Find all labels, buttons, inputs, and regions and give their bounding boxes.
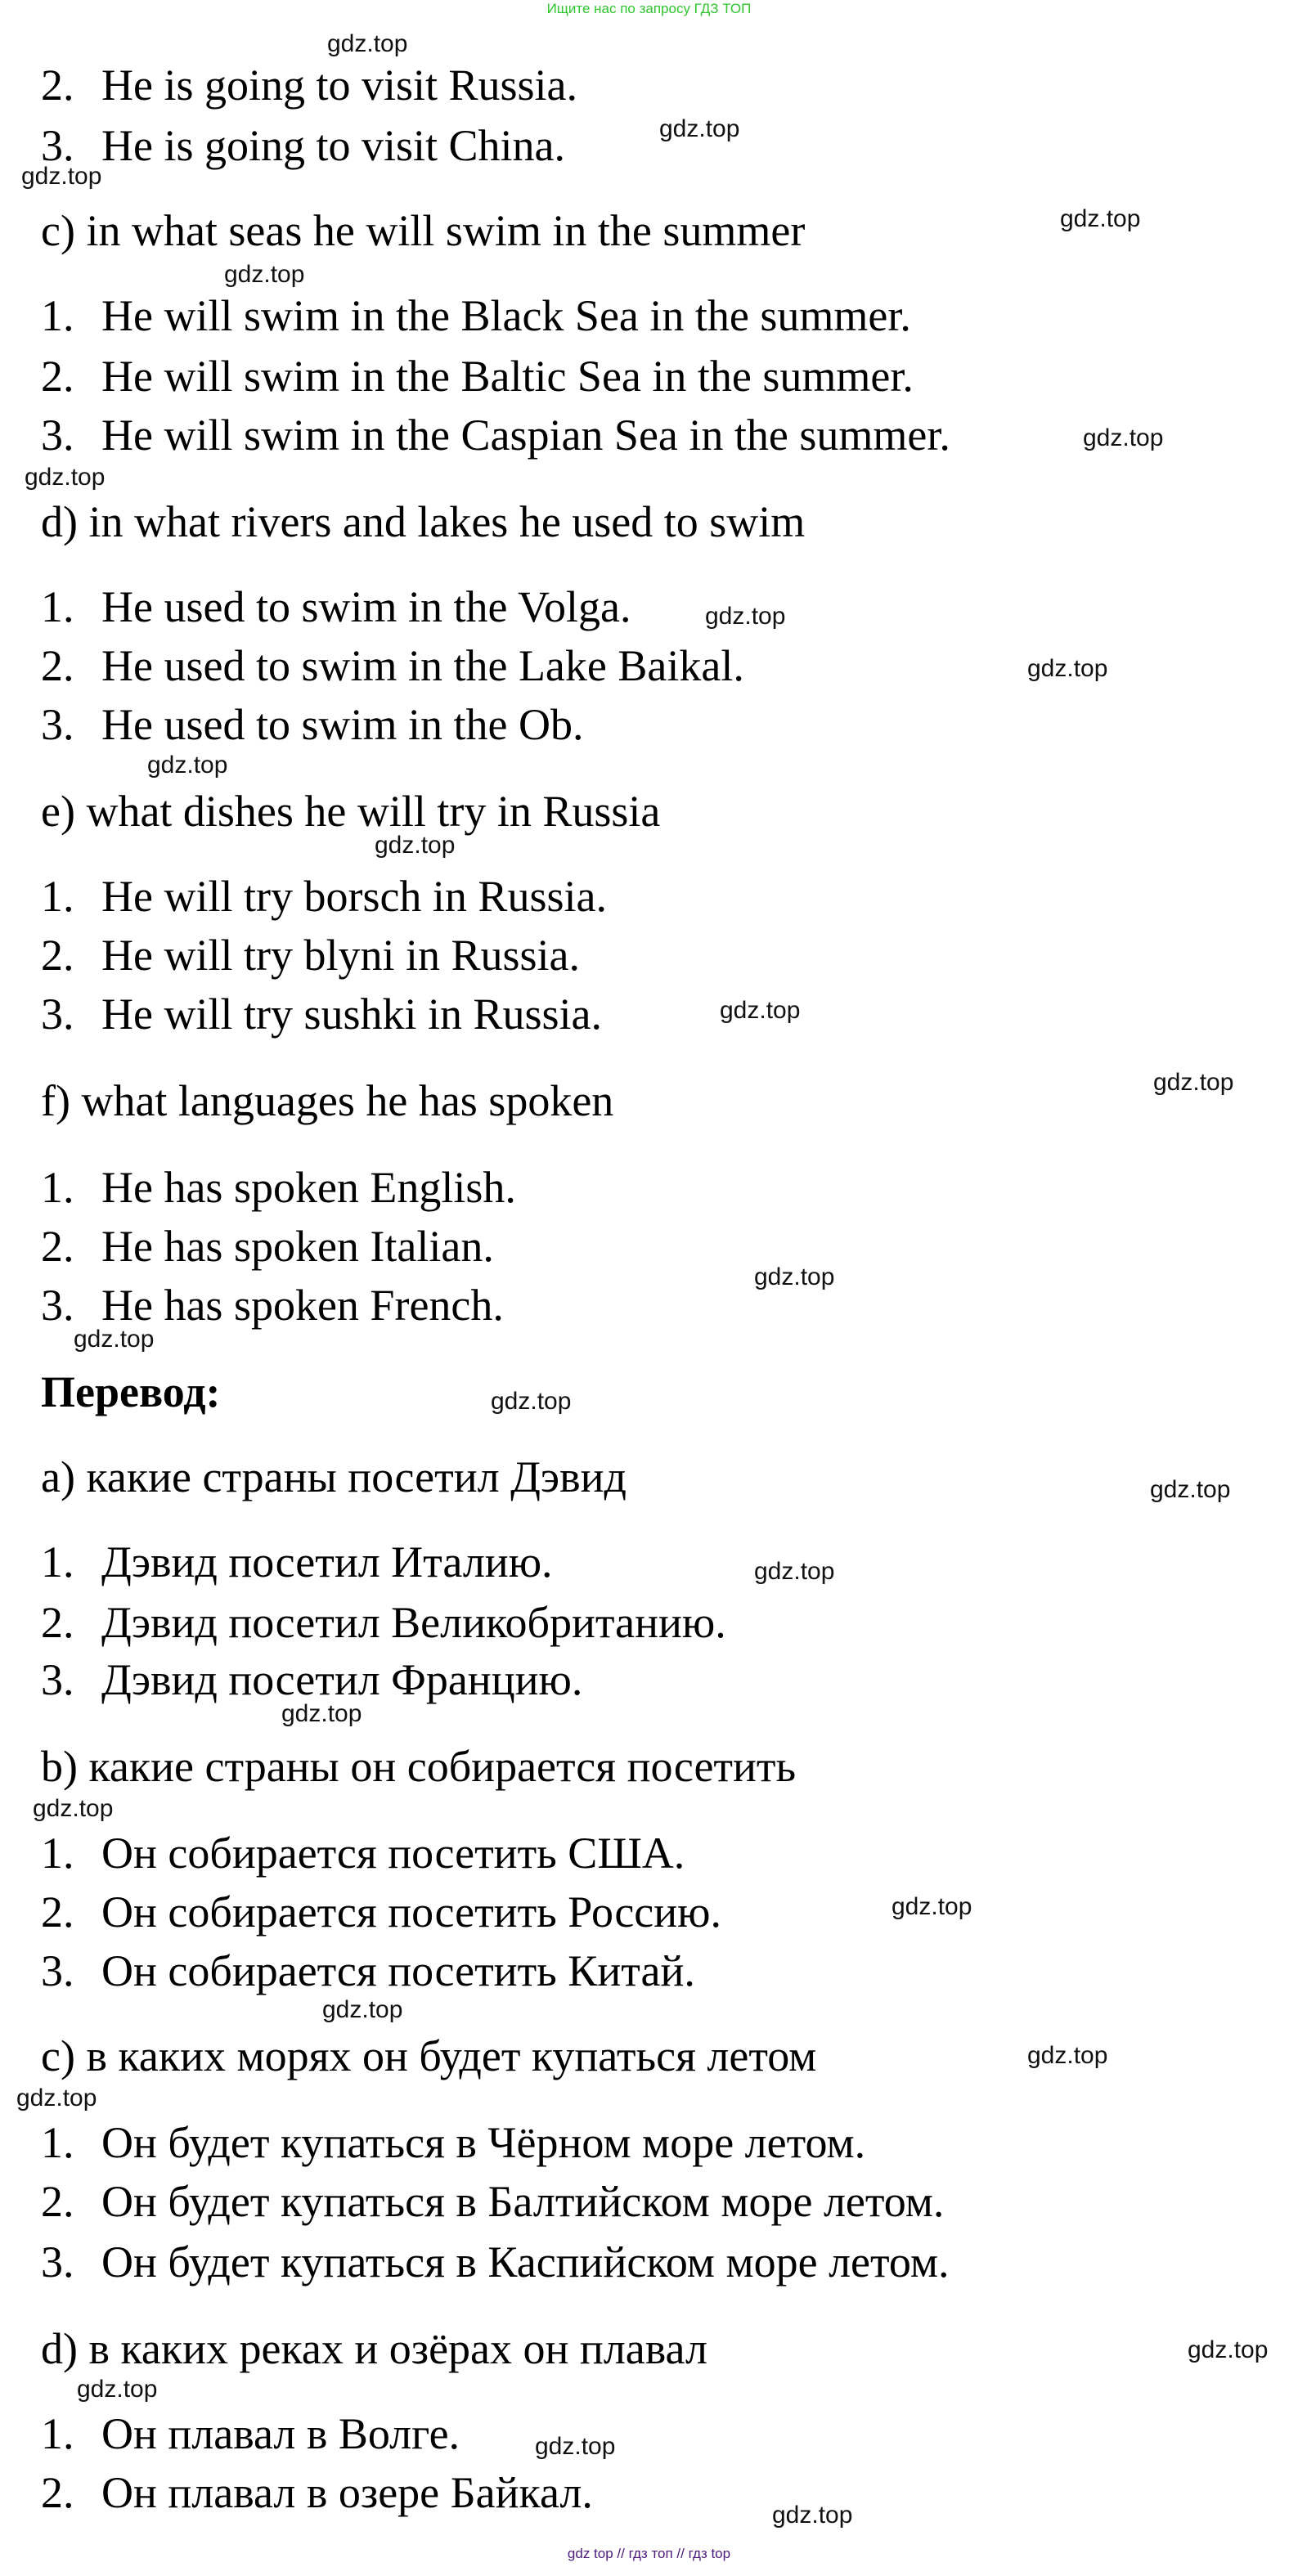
watermark-text: gdz.top	[772, 2502, 853, 2529]
list-number: 3.	[41, 700, 74, 749]
list-text: He will swim in the Baltic Sea in the summer.	[101, 352, 914, 401]
list-text: Он будет купаться в Балтийском море летом.	[101, 2177, 945, 2226]
search-banner: Ищите нас по запросу ГДЗ ТОП	[546, 1, 752, 16]
watermark-text: gdz.top	[375, 832, 456, 859]
list-item	[41, 1160, 1186, 1215]
list-number: 1.	[41, 872, 74, 921]
watermark-text: gdz.top	[281, 1700, 362, 1727]
list-number: 3.	[41, 1281, 74, 1330]
watermark-text: gdz.top	[33, 1795, 114, 1822]
question-heading: c) in what seas he will swim in the summer	[41, 206, 806, 255]
watermark-text: gdz.top	[535, 2433, 616, 2460]
footer-links: gdz top // гдз топ // гдз top	[567, 2546, 731, 2561]
list-number: 3.	[41, 2237, 74, 2287]
list-item	[41, 57, 1186, 113]
watermark-text: gdz.top	[659, 115, 740, 142]
list-number: 3.	[41, 1655, 74, 1704]
list-item	[41, 1218, 1186, 1274]
watermark-text: gdz.top	[1027, 2042, 1108, 2069]
list-text: Он собирается посетить Китай.	[101, 1946, 695, 1995]
list-text: Он собирается посетить Россию.	[101, 1887, 722, 1936]
watermark-text: gdz.top	[16, 2085, 97, 2112]
list-item	[41, 1943, 1186, 1999]
list-number: 1.	[41, 291, 74, 340]
list-number: 2.	[41, 352, 74, 401]
list-text: Он плавал в озере Байкал.	[101, 2468, 593, 2517]
list-number: 3.	[41, 1946, 74, 1995]
list-item	[41, 118, 1186, 173]
list-item	[41, 2234, 1186, 2290]
list-number: 3.	[41, 121, 74, 170]
watermark-text: gdz.top	[147, 752, 228, 779]
list-text: He has spoken Italian.	[101, 1222, 494, 1271]
watermark-text: gdz.top	[1188, 2336, 1269, 2363]
list-text: He used to swim in the Ob.	[101, 700, 584, 749]
list-number: 1.	[41, 2118, 74, 2167]
list-number: 1.	[41, 1829, 74, 1878]
list-number: 2.	[41, 2177, 74, 2226]
list-text: He will try blyni in Russia.	[101, 931, 580, 980]
list-item	[41, 1595, 1186, 1650]
watermark-text: gdz.top	[327, 30, 408, 57]
watermark-text: gdz.top	[705, 603, 786, 630]
list-item	[41, 348, 1186, 404]
list-number: 3.	[41, 411, 74, 460]
list-item	[41, 407, 1186, 463]
watermark-text: gdz.top	[322, 1996, 403, 2023]
list-item	[41, 638, 1186, 693]
question-heading: b) какие страны он собирается посетить	[41, 1742, 797, 1791]
list-number: 1.	[41, 582, 74, 631]
question-heading: d) в каких реках и озёрах он плавал	[41, 2324, 707, 2373]
watermark-text: gdz.top	[754, 1558, 835, 1585]
list-text: He will swim in the Black Sea in the summer.	[101, 291, 911, 340]
watermark-text: gdz.top	[77, 2376, 158, 2403]
watermark-text: gdz.top	[224, 261, 305, 288]
list-text: Он будет купаться в Чёрном море летом.	[101, 2118, 866, 2167]
list-item	[41, 927, 1186, 983]
list-item	[41, 1884, 1186, 1940]
question-heading: c) в каких морях он будет купаться летом	[41, 2031, 817, 2080]
question-heading: d) in what rivers and lakes he used to swim	[41, 497, 806, 546]
section-title: Перевод:	[41, 1367, 221, 1416]
list-text: He will try sushki in Russia.	[101, 990, 603, 1039]
list-item	[41, 1534, 1186, 1590]
list-text: He has spoken French.	[101, 1281, 504, 1330]
list-text: Он будет купаться в Каспийском море летом.	[101, 2237, 950, 2287]
list-number: 2.	[41, 2468, 74, 2517]
list-item	[41, 579, 1186, 635]
list-number: 1.	[41, 1537, 74, 1586]
list-text: He will try borsch in Russia.	[101, 872, 607, 921]
list-text: Дэвид посетил Великобританию.	[101, 1598, 726, 1647]
watermark-text: gdz.top	[1060, 205, 1141, 232]
list-text: He has spoken English.	[101, 1163, 516, 1212]
list-text: He is going to visit China.	[101, 121, 565, 170]
watermark-text: gdz.top	[1153, 1069, 1234, 1096]
list-item	[41, 868, 1186, 924]
list-number: 2.	[41, 641, 74, 690]
list-item	[41, 986, 1186, 1042]
list-text: Дэвид посетил Францию.	[101, 1655, 583, 1704]
question-heading: f) what languages he has spoken	[41, 1076, 614, 1125]
watermark-text: gdz.top	[892, 1893, 972, 1920]
list-item	[41, 288, 1186, 343]
watermark-text: gdz.top	[74, 1326, 155, 1353]
list-number: 1.	[41, 1163, 74, 1212]
list-number: 2.	[41, 61, 74, 110]
list-number: 2.	[41, 931, 74, 980]
list-item	[41, 1277, 1186, 1333]
watermark-text: gdz.top	[21, 163, 102, 190]
watermark-text: gdz.top	[720, 997, 801, 1024]
list-text: Дэвид посетил Италию.	[101, 1537, 553, 1586]
list-number: 2.	[41, 1598, 74, 1647]
watermark-text: gdz.top	[754, 1263, 835, 1290]
list-item	[41, 2465, 1186, 2520]
list-item	[41, 2115, 1186, 2170]
list-text: Он плавал в Волге.	[101, 2409, 460, 2458]
watermark-text: gdz.top	[491, 1388, 572, 1415]
list-item	[41, 2174, 1186, 2229]
list-number: 2.	[41, 1222, 74, 1271]
list-item	[41, 1825, 1186, 1881]
watermark-text: gdz.top	[1083, 424, 1164, 451]
list-text: He is going to visit Russia.	[101, 61, 578, 110]
list-number: 3.	[41, 990, 74, 1039]
list-item	[41, 697, 1186, 752]
list-number: 2.	[41, 1887, 74, 1936]
list-item	[41, 1652, 1186, 1708]
list-text: He used to swim in the Lake Baikal.	[101, 641, 744, 690]
list-number: 1.	[41, 2409, 74, 2458]
list-text: He will swim in the Caspian Sea in the summer.	[101, 411, 950, 460]
question-heading: e) what dishes he will try in Russia	[41, 787, 661, 836]
watermark-text: gdz.top	[25, 464, 106, 491]
question-heading: a) какие страны посетил Дэвид	[41, 1452, 627, 1501]
list-text: He used to swim in the Volga.	[101, 582, 631, 631]
watermark-text: gdz.top	[1027, 655, 1108, 682]
watermark-text: gdz.top	[1150, 1476, 1231, 1503]
list-text: Он собирается посетить США.	[101, 1829, 685, 1878]
